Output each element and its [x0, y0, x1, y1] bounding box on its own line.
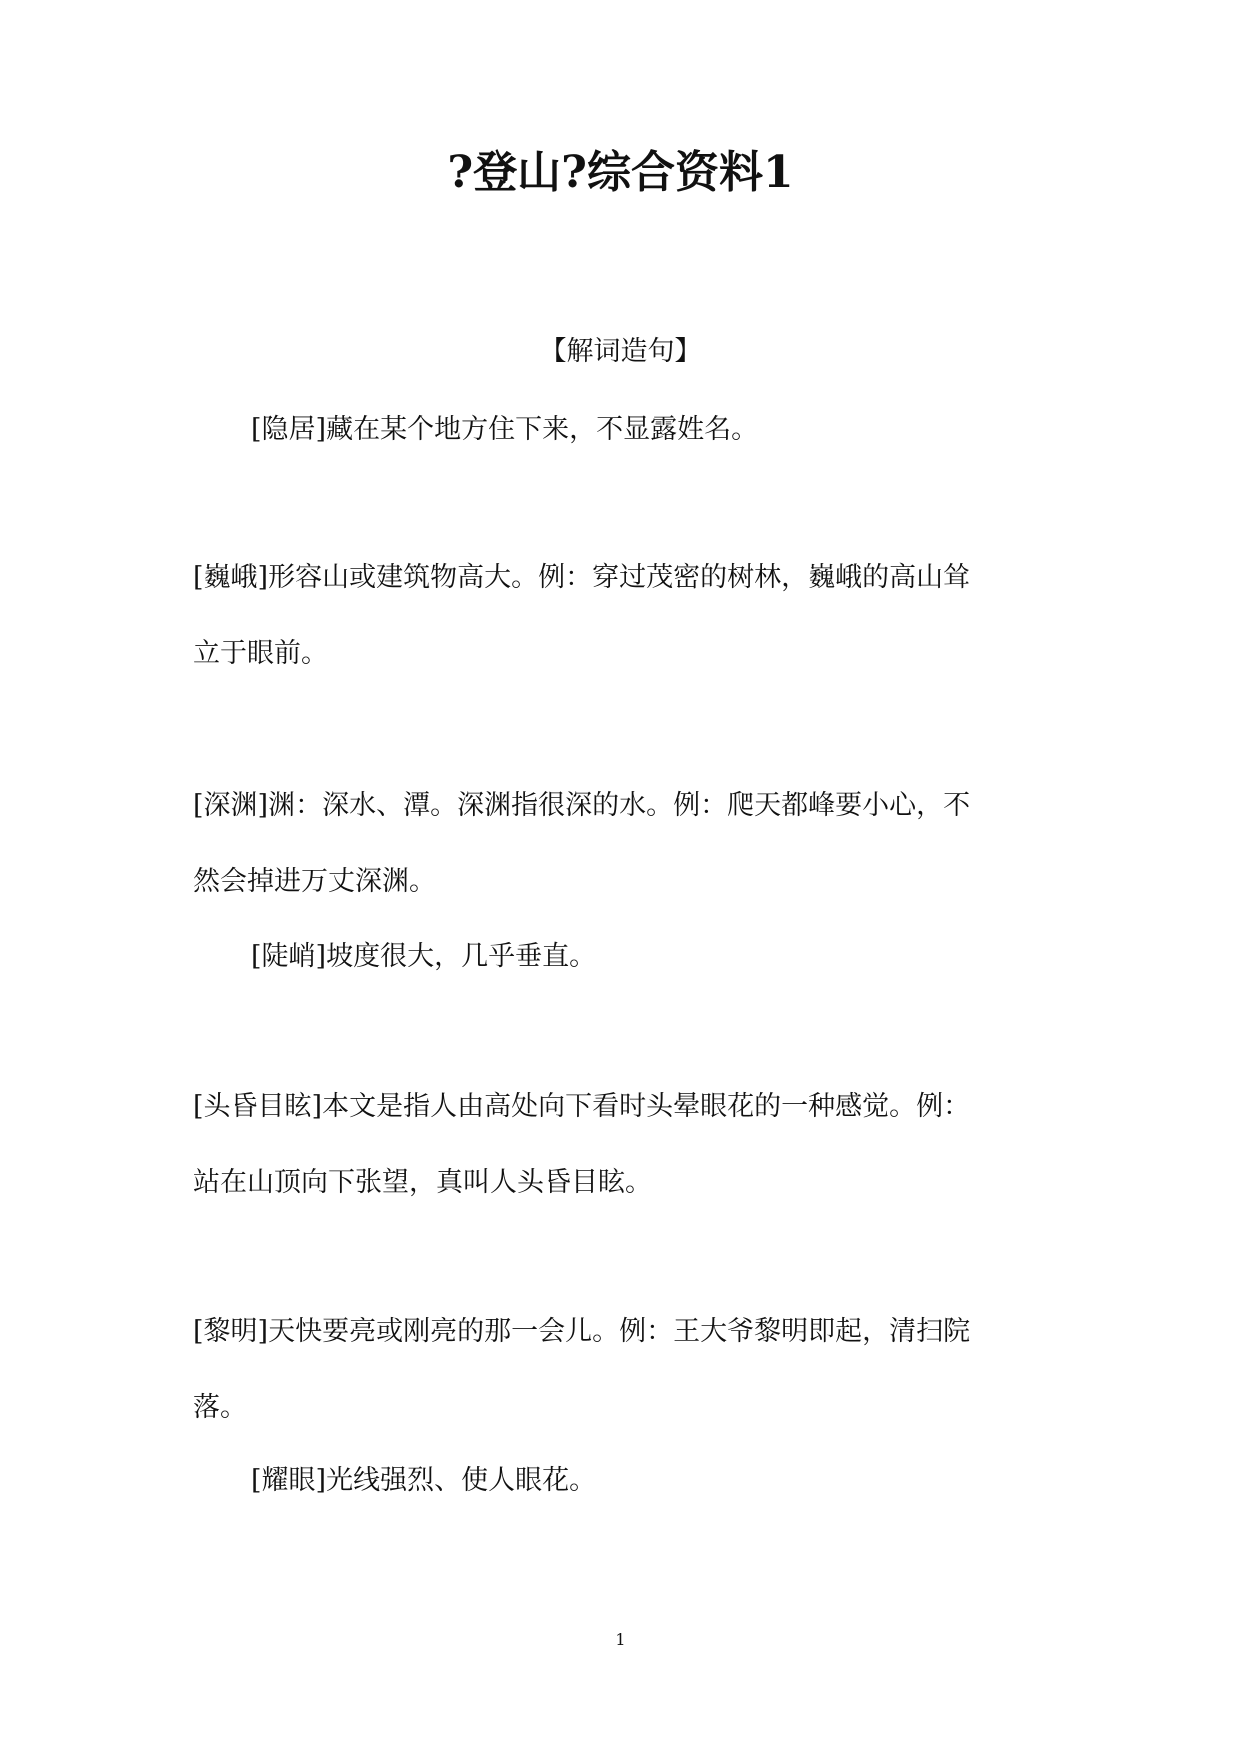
document-title: ?登山?综合资料1	[447, 147, 794, 198]
definition-line: [陡峭]坡度很大，几乎垂直。	[251, 941, 597, 972]
definition-line: [隐居]藏在某个地方住下来，不显露姓名。	[251, 414, 759, 445]
definition-line: 站在山顶向下张望，真叫人头昏目眩。	[193, 1167, 652, 1198]
definition-line: 立于眼前。	[193, 638, 328, 669]
definition-line: 落。	[193, 1392, 247, 1423]
definition-line: [头昏目眩]本文是指人由高处向下看时头晕眼花的一种感觉。例：	[193, 1091, 971, 1122]
definition-line: [深渊]渊：深水、潭。深渊指很深的水。例：爬天都峰要小心，不	[193, 790, 971, 821]
definition-line: [耀眼]光线强烈、使人眼花。	[251, 1465, 597, 1496]
section-heading: 【解词造句】	[539, 336, 702, 367]
definition-line: 然会掉进万丈深渊。	[193, 866, 436, 897]
page-number: 1	[615, 1630, 626, 1649]
definition-line: [巍峨]形容山或建筑物高大。例：穿过茂密的树林，巍峨的高山耸	[193, 562, 971, 593]
definition-line: [黎明]天快要亮或刚亮的那一会儿。例：王大爷黎明即起，清扫院	[193, 1316, 971, 1347]
